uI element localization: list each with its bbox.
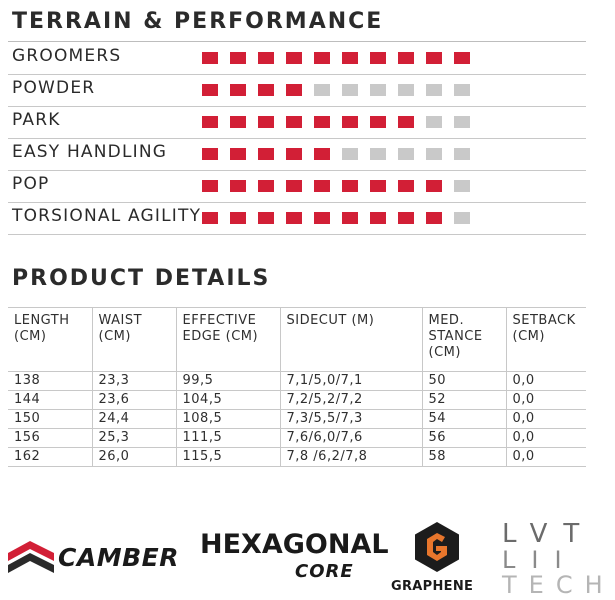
table-body bbox=[8, 372, 586, 467]
rating-block-filled bbox=[426, 212, 442, 224]
performance-row bbox=[8, 107, 586, 139]
column-header-line: SIDECUT (M) bbox=[286, 313, 375, 328]
rating-block-filled bbox=[286, 84, 302, 96]
rating-block-filled bbox=[230, 84, 246, 96]
graphene-logo bbox=[387, 519, 487, 597]
rating-block-empty bbox=[342, 148, 358, 160]
terrain-performance-title: TERRAIN & PERFORMANCE bbox=[12, 9, 384, 34]
table-cell: 138 bbox=[8, 372, 92, 391]
table-cell: 25,3 bbox=[92, 429, 176, 448]
table-cell: 23,3 bbox=[92, 372, 176, 391]
column-header-line: STANCE bbox=[428, 329, 483, 344]
performance-row bbox=[8, 171, 586, 203]
rating-block-empty bbox=[454, 116, 470, 128]
table-cell: 7,8 /6,2/7,8 bbox=[280, 448, 422, 467]
performance-row bbox=[8, 43, 586, 75]
column-header bbox=[280, 308, 422, 372]
table-cell: 108,5 bbox=[176, 410, 280, 429]
table-cell: 56 bbox=[422, 429, 506, 448]
table-cell: 7,2/5,2/7,2 bbox=[280, 391, 422, 410]
rating-block-filled bbox=[286, 52, 302, 64]
rating-block-empty bbox=[454, 212, 470, 224]
rating-block-empty bbox=[454, 84, 470, 96]
table-header-row bbox=[8, 308, 586, 372]
table-cell: 24,4 bbox=[92, 410, 176, 429]
table-cell: 99,5 bbox=[176, 372, 280, 391]
table-cell: 7,1/5,0/7,1 bbox=[280, 372, 422, 391]
rating-block-filled bbox=[258, 84, 274, 96]
table-cell: 26,0 bbox=[92, 448, 176, 467]
rating-block-filled bbox=[258, 116, 274, 128]
performance-row bbox=[8, 75, 586, 107]
rating-block-filled bbox=[230, 212, 246, 224]
rating-block-filled bbox=[314, 180, 330, 192]
lvt-logo-line-1: LVT bbox=[502, 519, 596, 549]
table-cell: 0,0 bbox=[506, 429, 586, 448]
rating-block-empty bbox=[398, 84, 414, 96]
rating-block-filled bbox=[370, 52, 386, 64]
rating-block-filled bbox=[202, 116, 218, 128]
column-header bbox=[92, 308, 176, 372]
table-cell: 52 bbox=[422, 391, 506, 410]
table-cell: 162 bbox=[8, 448, 92, 467]
table-cell: 156 bbox=[8, 429, 92, 448]
rating-block-filled bbox=[398, 116, 414, 128]
terrain-title-rule bbox=[8, 41, 586, 42]
rating-block-filled bbox=[286, 116, 302, 128]
rating-block-filled bbox=[398, 212, 414, 224]
camber-logo-text: CAMBER bbox=[58, 543, 179, 572]
lvt-logo-line-2: LII bbox=[502, 546, 578, 574]
performance-row bbox=[8, 203, 586, 235]
rating-block-filled bbox=[202, 148, 218, 160]
table-cell: 111,5 bbox=[176, 429, 280, 448]
rating-block-filled bbox=[314, 52, 330, 64]
hexagonal-logo-text: HEXAGONAL bbox=[200, 529, 389, 560]
rating-block-filled bbox=[398, 52, 414, 64]
rating-block-filled bbox=[314, 212, 330, 224]
rating-block-filled bbox=[342, 180, 358, 192]
rating-block-filled bbox=[370, 116, 386, 128]
table-row bbox=[8, 429, 586, 448]
rating-block-filled bbox=[286, 180, 302, 192]
rating-block-filled bbox=[370, 180, 386, 192]
performance-label: GROOMERS bbox=[12, 46, 122, 66]
rating-block-empty bbox=[370, 84, 386, 96]
rating-block-empty bbox=[454, 180, 470, 192]
table-cell: 0,0 bbox=[506, 391, 586, 410]
rating-block-filled bbox=[454, 52, 470, 64]
table-row bbox=[8, 448, 586, 467]
column-header bbox=[506, 308, 586, 372]
rating-block-filled bbox=[286, 212, 302, 224]
table-cell: 54 bbox=[422, 410, 506, 429]
rating-block-filled bbox=[230, 116, 246, 128]
rating-block-empty bbox=[314, 84, 330, 96]
column-header-line: WAIST bbox=[98, 313, 143, 328]
table-cell: 0,0 bbox=[506, 372, 586, 391]
column-header bbox=[8, 308, 92, 372]
rating-block-filled bbox=[426, 52, 442, 64]
table-cell: 0,0 bbox=[506, 448, 586, 467]
product-details-table bbox=[8, 307, 586, 467]
rating-block-filled bbox=[426, 180, 442, 192]
table-row bbox=[8, 391, 586, 410]
rating-block-empty bbox=[342, 84, 358, 96]
camber-chevron-icon bbox=[8, 539, 58, 575]
column-header-line: LENGTH bbox=[14, 313, 70, 328]
rating-block-filled bbox=[286, 148, 302, 160]
rating-block-empty bbox=[370, 148, 386, 160]
column-header-line: MED. bbox=[428, 313, 465, 328]
column-header bbox=[176, 308, 280, 372]
rating-block-filled bbox=[258, 52, 274, 64]
rating-block-filled bbox=[314, 116, 330, 128]
graphene-hexagon-icon bbox=[414, 521, 460, 573]
performance-row bbox=[8, 139, 586, 171]
table-cell: 58 bbox=[422, 448, 506, 467]
rating-block-filled bbox=[202, 84, 218, 96]
rating-block-empty bbox=[454, 148, 470, 160]
rating-block-filled bbox=[398, 180, 414, 192]
rating-block-filled bbox=[258, 180, 274, 192]
rating-block-filled bbox=[370, 212, 386, 224]
column-header-line: EFFECTIVE bbox=[182, 313, 257, 328]
technology-logos bbox=[0, 505, 615, 600]
rating-block-filled bbox=[342, 116, 358, 128]
rating-block-filled bbox=[202, 180, 218, 192]
rating-block-filled bbox=[342, 212, 358, 224]
column-header-line: SETBACK bbox=[512, 313, 576, 328]
performance-label: TORSIONAL AGILITY bbox=[12, 206, 202, 226]
table-cell: 50 bbox=[422, 372, 506, 391]
column-header-line: (CM) bbox=[98, 329, 131, 344]
rating-block-empty bbox=[426, 84, 442, 96]
hexagonal-core-logo bbox=[200, 529, 389, 587]
rating-block-filled bbox=[342, 52, 358, 64]
performance-label: PARK bbox=[12, 110, 61, 130]
table-cell: 150 bbox=[8, 410, 92, 429]
column-header-line: (CM) bbox=[512, 329, 545, 344]
table-cell: 115,5 bbox=[176, 448, 280, 467]
table-cell: 144 bbox=[8, 391, 92, 410]
rating-block-filled bbox=[230, 52, 246, 64]
rating-block-filled bbox=[230, 180, 246, 192]
core-logo-text: CORE bbox=[295, 561, 354, 582]
table-cell: 7,6/6,0/7,6 bbox=[280, 429, 422, 448]
rating-block-filled bbox=[314, 148, 330, 160]
rating-block-filled bbox=[230, 148, 246, 160]
lvt-tech-logo bbox=[500, 519, 615, 599]
product-details-title: PRODUCT DETAILS bbox=[12, 266, 271, 291]
performance-label: EASY HANDLING bbox=[12, 142, 168, 162]
column-header-line: EDGE (CM) bbox=[182, 329, 259, 344]
table-cell: 23,6 bbox=[92, 391, 176, 410]
rating-block-empty bbox=[426, 148, 442, 160]
rating-block-empty bbox=[426, 116, 442, 128]
table-cell: 0,0 bbox=[506, 410, 586, 429]
column-header-line: (CM) bbox=[428, 345, 461, 360]
column-header bbox=[422, 308, 506, 372]
rating-block-empty bbox=[398, 148, 414, 160]
rating-block-filled bbox=[258, 148, 274, 160]
table-cell: 104,5 bbox=[176, 391, 280, 410]
table-cell: 7,3/5,5/7,3 bbox=[280, 410, 422, 429]
lvt-logo-line-3: TECH bbox=[502, 571, 615, 599]
column-header-line: (CM) bbox=[14, 329, 47, 344]
rating-block-filled bbox=[258, 212, 274, 224]
camber-logo bbox=[8, 537, 188, 579]
table-row bbox=[8, 410, 586, 429]
graphene-logo-text: GRAPHENE bbox=[391, 579, 474, 594]
table-row bbox=[8, 372, 586, 391]
performance-label: POP bbox=[12, 174, 50, 194]
rating-block-filled bbox=[202, 212, 218, 224]
performance-label: POWDER bbox=[12, 78, 96, 98]
rating-block-filled bbox=[202, 52, 218, 64]
